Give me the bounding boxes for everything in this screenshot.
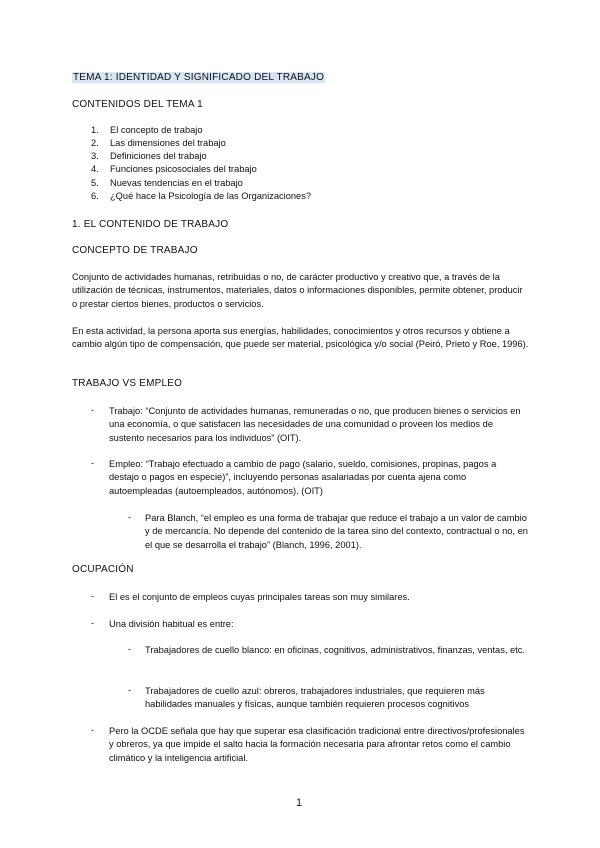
page-number: 1 (296, 797, 303, 809)
bullet-dash: - (91, 591, 95, 601)
bullet-dash: - (91, 618, 95, 628)
list-item: ¿Qué hace la Psicología de las Organizaciones? (110, 191, 312, 201)
sub-bullet-text: Para Blanch, “el empleo es una forma de trabajar que reduce el trabajo a un valor de cambio y de mercancía. No depende del contenido de la tarea sino del contexto, contractual o no, en el que se desarrolla el trabajo” (Blanch, 1996, 2001). (145, 513, 528, 550)
list-item: Definiciones del trabajo (110, 151, 207, 161)
list-number: 5. (91, 178, 99, 188)
bullet-dash: - (128, 685, 132, 695)
bullet-text: El es el conjunto de empleos cuyas principales tareas son muy similares. (109, 592, 410, 602)
section-heading: 1. EL CONTENIDO DE TRABAJO (72, 219, 229, 230)
bullet-dash: - (91, 725, 95, 735)
list-number: 2. (91, 138, 99, 148)
paragraph: En esta actividad, la persona aporta sus energías, habilidades, conocimientos y otros recursos y obtiene a cambio algún tipo de compensación, que puede ser material, psicológica y/o social (Peiró, Prieto y Roe, 1996). (72, 326, 529, 350)
sub-bullet-text: Trabajadores de cuello azul: obreros, trabajadores industriales, que requieren más habilidades manuales y físicas, aunque también requieren procesos cognitivos (145, 686, 485, 710)
sub-bullet-text: Trabajadores de cuello blanco: en oficinas, cognitivos, administrativos, finanzas, ventas, etc. (145, 645, 525, 655)
paragraph: Conjunto de actividades humanas, retribuidas o no, de carácter productivo y creativo que, a través de la utilización de técnicas, instrumentos, materiales, datos o informaciones disponibles, permite obtener, producir o prestar ciertos bienes, productos o servicios. (72, 272, 523, 309)
subsection-heading: CONCEPTO DE TRABAJO (72, 245, 198, 256)
list-item: El concepto de trabajo (110, 125, 203, 135)
bullet-dash: - (128, 512, 132, 522)
bullet-text: Una división habitual es entre: (109, 619, 234, 629)
list-number: 1. (91, 125, 99, 135)
bullet-text: Trabajo: “Conjunto de actividades humanas, remuneradas o no, que producen bienes o servicios en una economía, o que satisfacen las necesidades de una comunidad o proveen los medios de sustento necesarios para los individuos” (OIT). (109, 406, 521, 443)
bullet-text: Pero la OCDE señala que hay que superar esa clasificación tradicional entre directivos/profesionales y obreros, ya que impide el salto hacia la formación necesaria para afrontar retos como el cambio climático y la inteligencia artificial. (109, 726, 525, 763)
bullet-dash: - (91, 405, 95, 415)
bullet-dash: - (91, 458, 95, 468)
document-title (72, 72, 325, 83)
title-highlight: TEMA 1: IDENTIDAD Y SIGNIFICADO DEL TRABAJO (73, 72, 325, 83)
list-item: Funciones psicosociales del trabajo (110, 164, 257, 174)
list-item: Las dimensiones del trabajo (110, 138, 226, 148)
bullet-text: Empleo: “Trabajo efectuado a cambio de pago (salario, sueldo, comisiones, propinas, pagos a destajo o pagos en especie)”, incluyendo personas asalariadas por cuenta ajena como autoempleadas (autoempleados, autónomos). (OIT) (109, 459, 497, 496)
list-item: Nuevas tendencias en el trabajo (110, 178, 243, 188)
contents-heading: CONTENIDOS DEL TEMA 1 (72, 99, 203, 110)
bullet-dash: - (128, 644, 132, 654)
list-number: 6. (91, 191, 99, 201)
subsection-heading: TRABAJO VS EMPLEO (72, 378, 183, 389)
subsection-heading: OCUPACIÓN (72, 564, 134, 575)
list-number: 4. (91, 164, 99, 174)
list-number: 3. (91, 151, 99, 161)
